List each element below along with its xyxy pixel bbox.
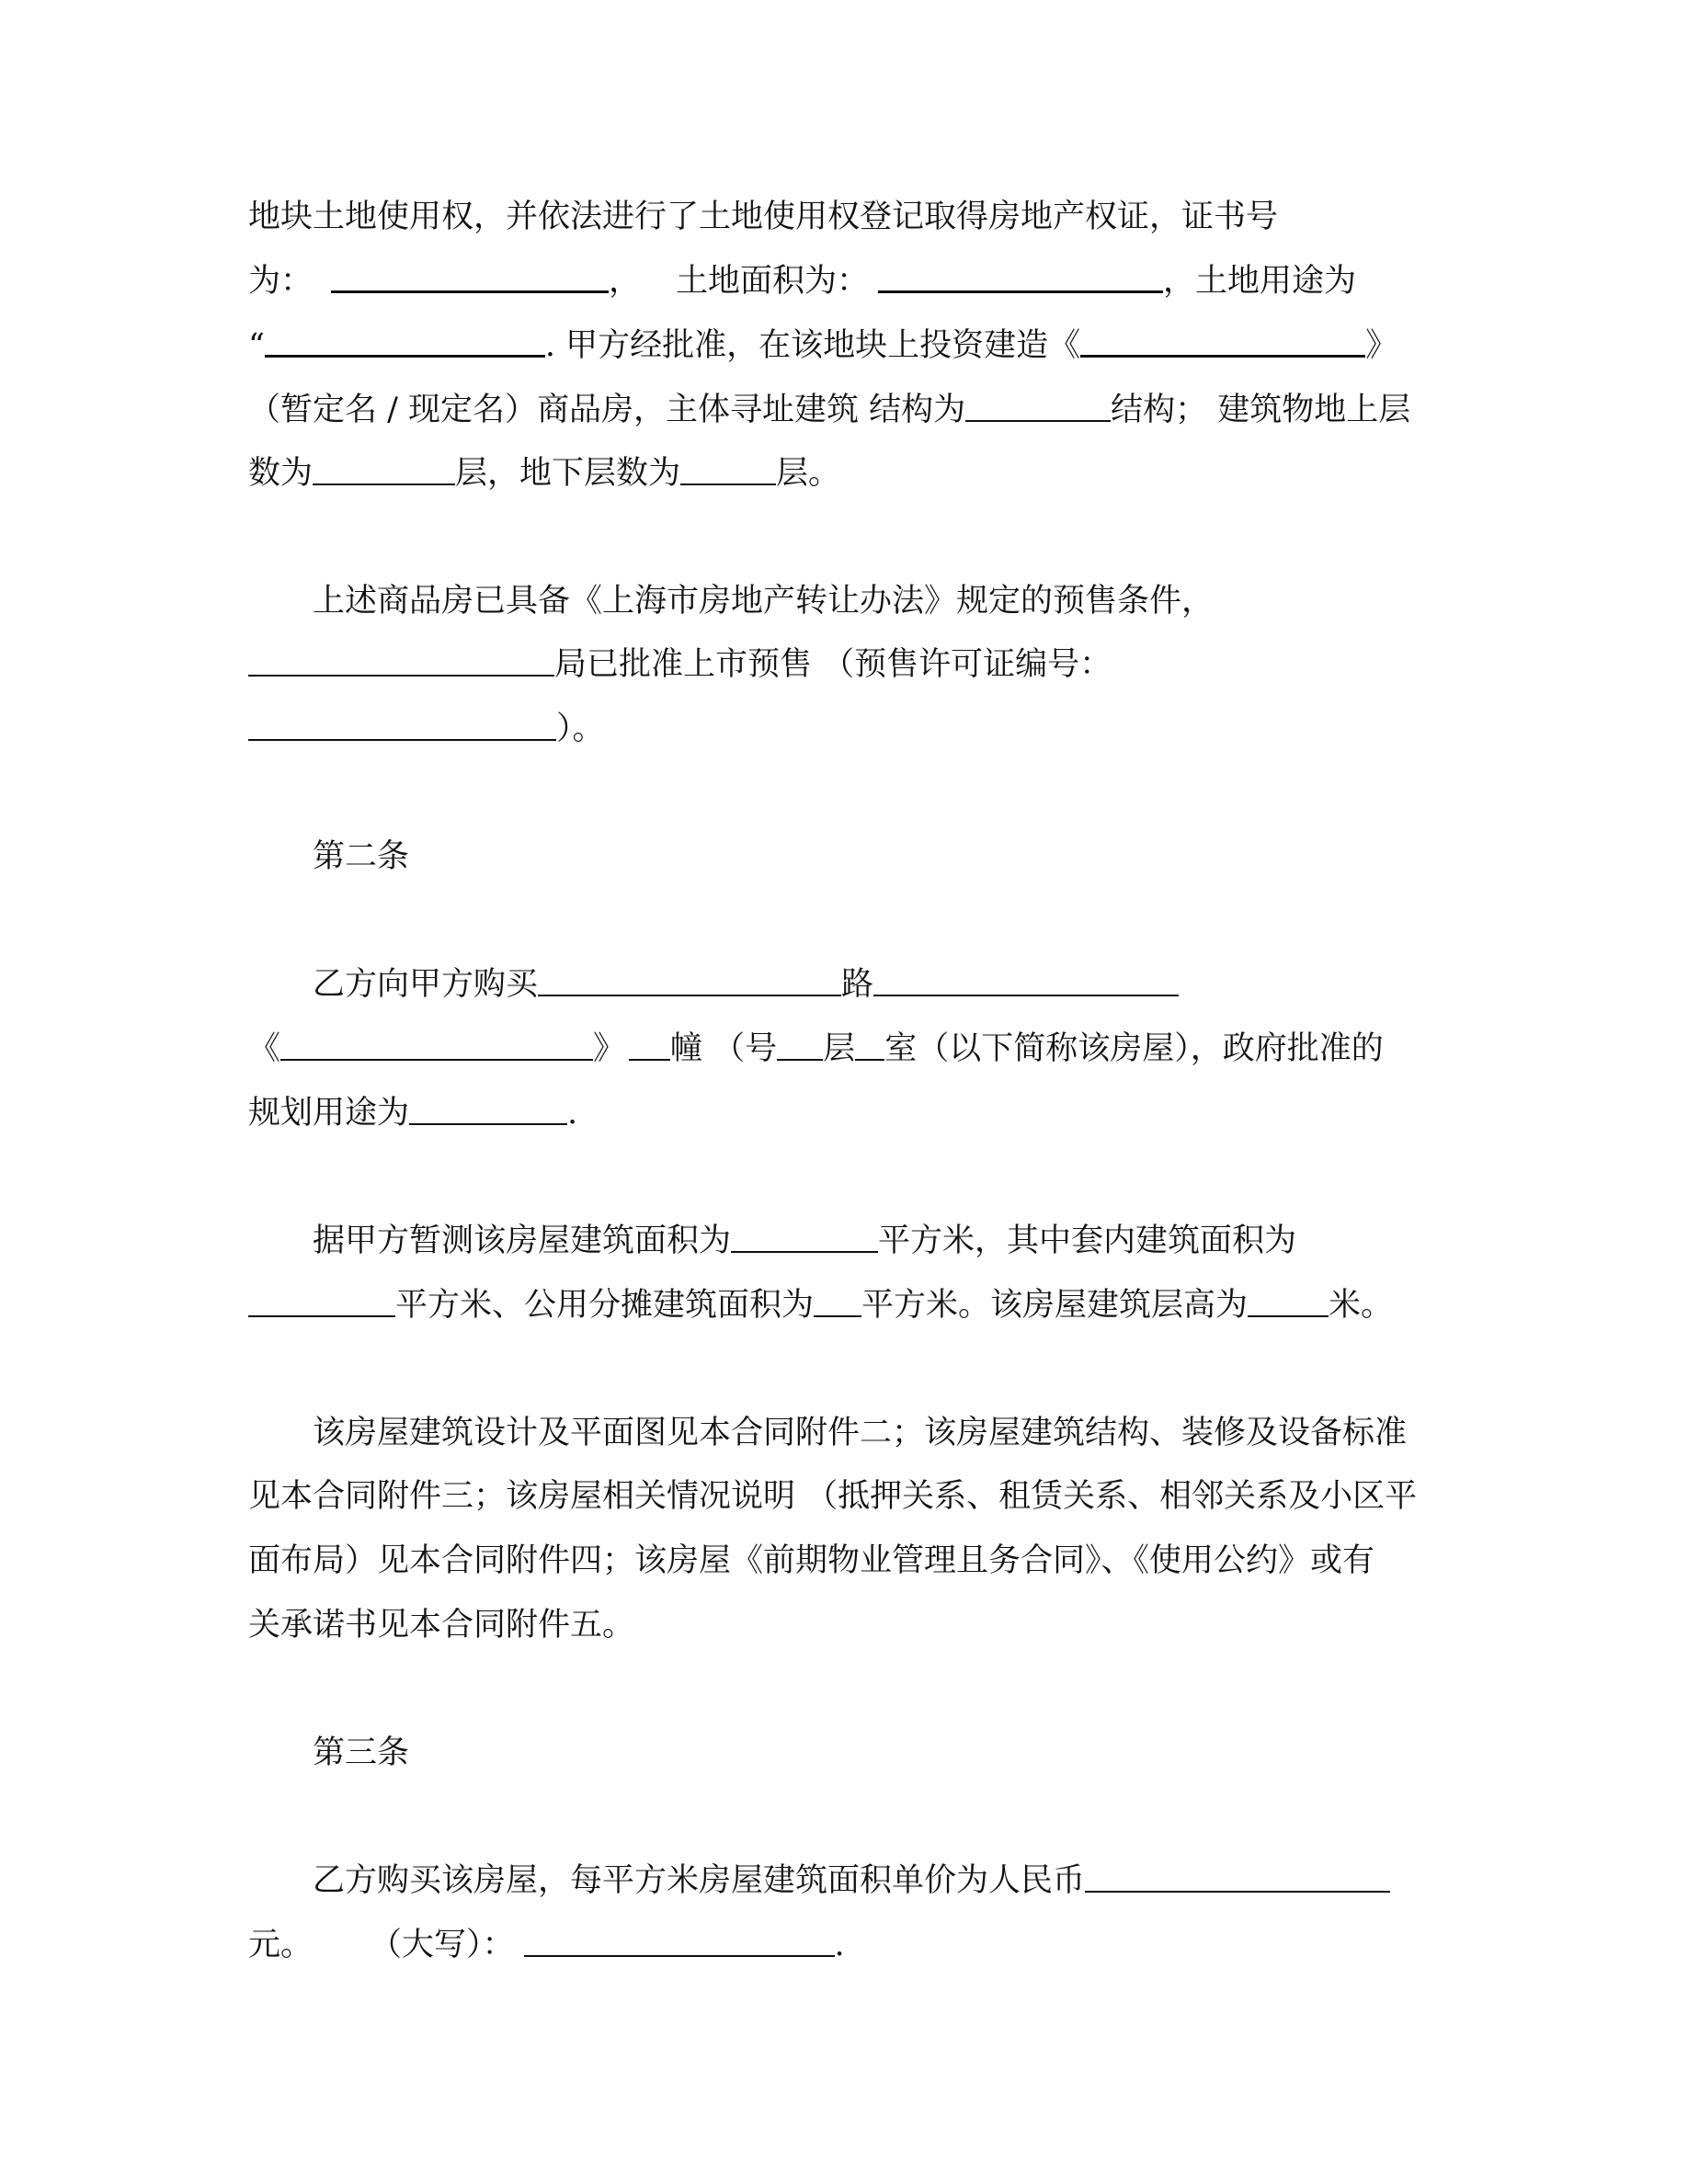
text: 米。 — [1329, 1287, 1394, 1324]
text: ，土地用途为 — [1163, 263, 1357, 300]
para2-line3 — [248, 706, 605, 752]
para5-line1 — [313, 1410, 1407, 1456]
article3-title — [313, 1730, 409, 1776]
para2-line2 — [248, 642, 1112, 688]
text: 室（以下简称该房屋），政府批准的 — [884, 1030, 1384, 1067]
text: 层。 — [776, 455, 841, 492]
text: “ — [248, 327, 265, 364]
text: 面布局）见本合同附件四；该房屋《前期物业管理且务合同》、《使用公约》或有 — [248, 1542, 1375, 1579]
text: 数为 — [248, 455, 314, 492]
text: . — [834, 1927, 845, 1963]
blank-project-name[interactable] — [1080, 324, 1365, 358]
text: 据甲方暂测该房屋建筑面积为 — [313, 1223, 732, 1259]
text: 路 — [841, 966, 874, 1003]
blank-building-area[interactable] — [731, 1220, 878, 1253]
blank-land-area[interactable] — [878, 259, 1163, 293]
text: （大写）： — [370, 1927, 515, 1963]
para2-line1 — [313, 578, 1214, 624]
blank-presale-permit-number[interactable] — [248, 708, 556, 741]
blank-unit-price[interactable] — [1085, 1860, 1390, 1893]
text: 》 — [1365, 327, 1398, 364]
blank-unit-price-words[interactable] — [524, 1924, 835, 1957]
text: 《 — [248, 1030, 281, 1067]
text: 局已批准上市预售 （预售许可证编号： — [554, 646, 1112, 683]
text: 平方米、公用分摊建筑面积为 — [395, 1287, 815, 1324]
para4-line1 — [313, 1218, 1296, 1264]
text: 关承诺书见本合同附件五。 — [248, 1607, 635, 1644]
text: 规划用途为 — [248, 1095, 410, 1132]
blank-structure[interactable] — [965, 389, 1111, 422]
para1-line1 — [248, 194, 1278, 240]
para1-line5 — [248, 450, 840, 496]
para5-line3 — [248, 1538, 1374, 1584]
text: 第二条 — [313, 838, 410, 875]
para6-line2 — [248, 1922, 845, 1968]
para5-line2 — [248, 1473, 1417, 1519]
para3-line2 — [248, 1026, 1384, 1072]
blank-floors-below[interactable] — [680, 452, 776, 485]
para3-line1 — [313, 961, 1179, 1007]
blank-number[interactable] — [777, 1028, 823, 1061]
text: 见本合同附件三；该房屋相关情况说明 （抵押关系、租赁关系、相邻关系及小区平 — [248, 1478, 1418, 1515]
blank-road[interactable] — [873, 963, 1179, 996]
text: 上述商品房已具备《上海市房地产转让办法》规定的预售条件， — [313, 583, 1215, 620]
text: 土地面积为： — [676, 263, 870, 300]
blank-estate-name[interactable] — [280, 1028, 593, 1061]
para1-line2 — [248, 258, 1356, 304]
text: 第三条 — [313, 1735, 410, 1771]
text: 结构； 建筑物地上层 — [1111, 392, 1411, 428]
blank-land-use[interactable] — [265, 324, 545, 358]
blank-floor-height[interactable] — [1248, 1284, 1329, 1317]
blank-shared-area[interactable] — [814, 1284, 861, 1317]
text: . — [567, 1095, 578, 1132]
text: 幢 （号 — [670, 1030, 778, 1067]
blank-floor[interactable] — [855, 1028, 884, 1061]
blank-district[interactable] — [538, 963, 841, 996]
text: ， — [609, 263, 642, 300]
para4-line2 — [248, 1282, 1393, 1328]
para5-line4 — [248, 1602, 634, 1648]
text: ）。 — [556, 711, 605, 747]
text: 乙方购买该房屋，每平方米房屋建筑面积单价为人民币 — [313, 1862, 1086, 1899]
text: 》 — [593, 1030, 626, 1067]
text: 地块土地使用权，并依法进行了土地使用权登记取得房地产权证，证书号 — [248, 199, 1279, 235]
text: 元。 — [248, 1927, 314, 1963]
para1-line3 — [248, 323, 1397, 369]
text: 平方米。该房屋建筑层高为 — [861, 1287, 1249, 1324]
text: 乙方向甲方购买 — [313, 966, 539, 1003]
blank-building[interactable] — [629, 1028, 670, 1061]
blank-authority[interactable] — [248, 643, 554, 677]
article2-title — [313, 834, 409, 880]
text: 为： — [248, 263, 314, 300]
text: 该房屋建筑设计及平面图见本合同附件二；该房屋建筑结构、装修及设备标准 — [313, 1415, 1408, 1451]
para6-line1 — [313, 1858, 1390, 1904]
para3-line3 — [248, 1090, 577, 1136]
blank-inner-area[interactable] — [248, 1284, 395, 1317]
para1-line4 — [248, 387, 1410, 433]
blank-floors-above[interactable] — [313, 452, 455, 485]
text: 层 — [823, 1030, 856, 1067]
blank-planned-use[interactable] — [409, 1092, 567, 1125]
blank-certificate-number[interactable] — [331, 259, 609, 293]
text: 平方米，其中套内建筑面积为 — [878, 1223, 1297, 1259]
text: （暂定名 / 现定名）商品房，主体寻址建筑 结构为 — [248, 392, 966, 428]
text: 层，地下层数为 — [455, 455, 681, 492]
text: . 甲方经批准，在该地块上投资建造《 — [544, 327, 1081, 364]
